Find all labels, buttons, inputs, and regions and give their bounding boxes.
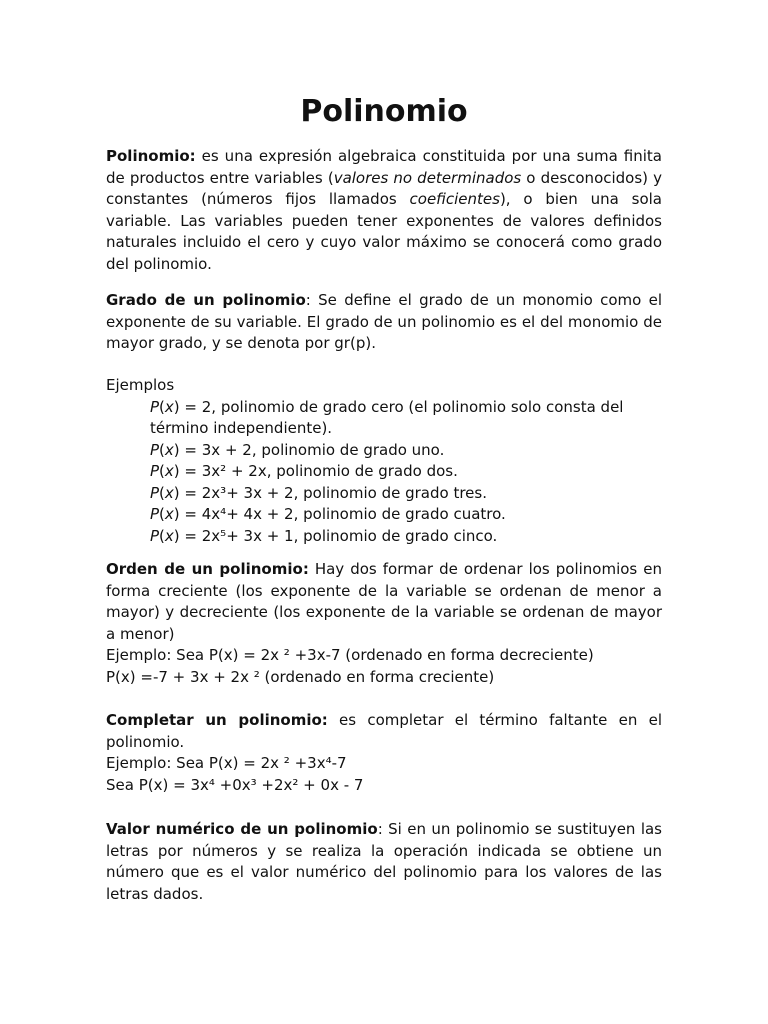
- definition-text-2: o desconocidos) y constantes (números fijos llamados: [106, 168, 662, 208]
- definition-text-3: ), o bien una sola variable. Las variables pueden tener exponentes de valores definidos naturales incluido el cero y cuyo valor máximo se conocerá como grado del polinomio.: [106, 190, 662, 273]
- completar-section: [106, 710, 662, 796]
- orden-example-2: P(x) =-7 + 3x + 2x ² (ordenado en forma creciente): [106, 667, 495, 686]
- valor-paragraph: [106, 819, 662, 905]
- definition-text-1: es una expresión algebraica constituida por una suma finita de productos entre variables (: [106, 147, 662, 187]
- orden-section: [106, 559, 662, 688]
- definition-italic-2: coeficientes: [409, 190, 500, 208]
- grado-term: Grado de un polinomio: [106, 291, 306, 309]
- ejemplo-item: P(x) = 2x⁵+ 3x + 1, polinomio de grado cinco.: [150, 526, 498, 545]
- orden-text: Hay dos formar de ordenar los polinomios en forma creciente (los exponente de la variable se ordenan de menor a mayor) y decreciente (los exponente de la variable se ordenan de mayor a menor): [106, 560, 662, 643]
- ejemplo-item: P(x) = 2x³+ 3x + 2, polinomio de grado tres.: [150, 483, 487, 502]
- valor-term: Valor numérico de un polinomio: [106, 820, 378, 838]
- definition-term: Polinomio:: [106, 147, 196, 165]
- completar-example-1: Ejemplo: Sea P(x) = 2x ² +3x⁴-7: [106, 754, 347, 772]
- completar-paragraph: [106, 710, 662, 753]
- grado-text: : Se define el grado de un monomio como el exponente de su variable. El grado de un polinomio es el del monomio de mayor grado, y se denota por gr(p).: [106, 291, 662, 352]
- valor-text: : Si en un polinomio se sustituyen las letras por números y se realiza la operación indicada se obtiene un número que es el valor numérico del polinomio para los valores de las letras dados.: [106, 820, 662, 903]
- completar-text: es completar el término faltante en el polinomio.: [106, 711, 663, 751]
- definition-paragraph: [106, 146, 662, 275]
- completar-term: Completar un polinomio:: [106, 711, 328, 729]
- ejemplo-item: P(x) = 3x + 2, polinomio de grado uno.: [150, 440, 445, 459]
- ejemplo-item: P(x) = 2, polinomio de grado cero (el polinomio solo consta del término independiente).: [150, 397, 624, 437]
- orden-term: Orden de un polinomio:: [106, 560, 309, 578]
- ejemplos-section: [106, 375, 662, 547]
- ejemplo-item: P(x) = 3x² + 2x, polinomio de grado dos.: [150, 462, 458, 480]
- page-title: Polinomio: [300, 94, 468, 129]
- orden-example-1: Ejemplo: Sea P(x) = 2x ² +3x-7 (ordenado en forma decreciente): [106, 646, 594, 664]
- completar-example-2: Sea P(x) = 3x⁴ +0x³ +2x² + 0x - 7: [106, 775, 364, 794]
- grado-paragraph: [106, 290, 662, 355]
- ejemplo-item: P(x) = 4x⁴+ 4x + 2, polinomio de grado cuatro.: [150, 505, 506, 523]
- definition-italic-1: valores no determinados: [333, 168, 522, 187]
- ejemplos-label: Ejemplos: [106, 376, 175, 394]
- orden-paragraph: [106, 559, 662, 645]
